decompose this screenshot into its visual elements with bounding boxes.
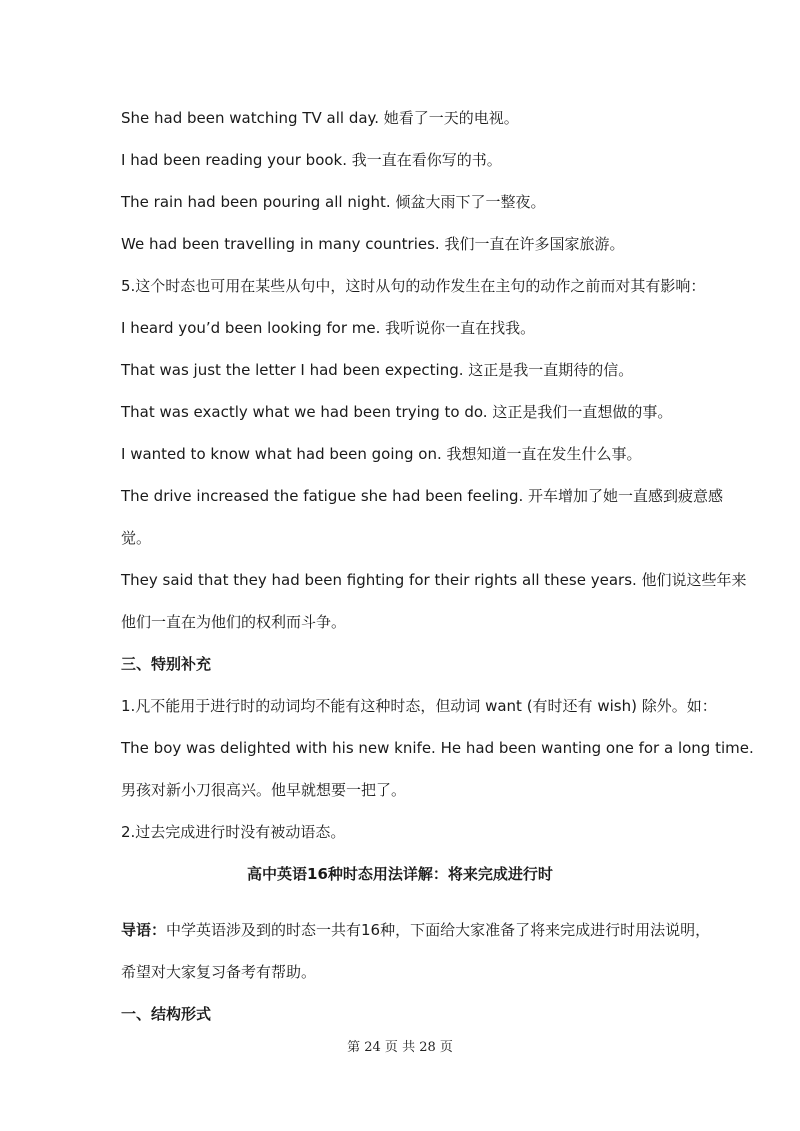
article-title: 高中英语16种时态用法详解：将来完成进行时 — [247, 865, 553, 883]
intro-paragraph-continued: 希望对大家复习备考有帮助。 — [121, 963, 317, 981]
example-line: They said that they had been fighting for their rights all these years. 他们说这些年来 — [121, 571, 747, 589]
rule-line: 5.这个时态也可用在某些从句中，这时从句的动作发生在主句的动作之前而对其有影响： — [121, 277, 706, 295]
section-heading: 一、结构形式 — [121, 1005, 212, 1023]
example-line: I heard you’d been looking for me. 我听说你一直在找我。 — [121, 319, 536, 337]
example-line: The drive increased the fatigue she had been feeling. 开车增加了她一直感到疲意感 — [121, 487, 724, 505]
example-line: She had been watching TV all day. 她看了一天的电视。 — [121, 109, 519, 127]
example-line: That was exactly what we had been trying to do. 这正是我们一直想做的事。 — [121, 403, 673, 421]
example-line: We had been travelling in many countries. 我们一直在许多国家旅游。 — [121, 235, 625, 253]
intro-label: 导语： — [121, 921, 167, 939]
intro-paragraph — [121, 920, 711, 940]
section-heading: 三、特别补充 — [121, 655, 212, 673]
example-line: That was just the letter I had been expecting. 这正是我一直期待的信。 — [121, 361, 634, 379]
example-line: The boy was delighted with his new knife. He had been wanting one for a long time. — [121, 739, 754, 757]
rule-line: 1.凡不能用于进行时的动词均不能有这种时态，但动词 want (有时还有 wish) 除外。如： — [121, 697, 717, 715]
example-line-continued: 他们一直在为他们的权利而斗争。 — [121, 613, 347, 631]
example-line: I had been reading your book. 我一直在看你写的书。 — [121, 151, 502, 169]
page-number-footer: 第 24 页 共 28 页 — [347, 1040, 453, 1055]
example-line-continued: 觉。 — [121, 529, 152, 547]
rule-line: 2.过去完成进行时没有被动语态。 — [121, 823, 346, 841]
example-translation: 男孩对新小刀很高兴。他早就想要一把了。 — [121, 781, 407, 799]
intro-text: 中学英语涉及到的时态一共有16种，下面给大家准备了将来完成进行时用法说明， — [166, 921, 711, 939]
example-line: The rain had been pouring all night. 倾盆大雨下了一整夜。 — [121, 193, 546, 211]
example-line: I wanted to know what had been going on. 我想知道一直在发生什么事。 — [121, 445, 642, 463]
